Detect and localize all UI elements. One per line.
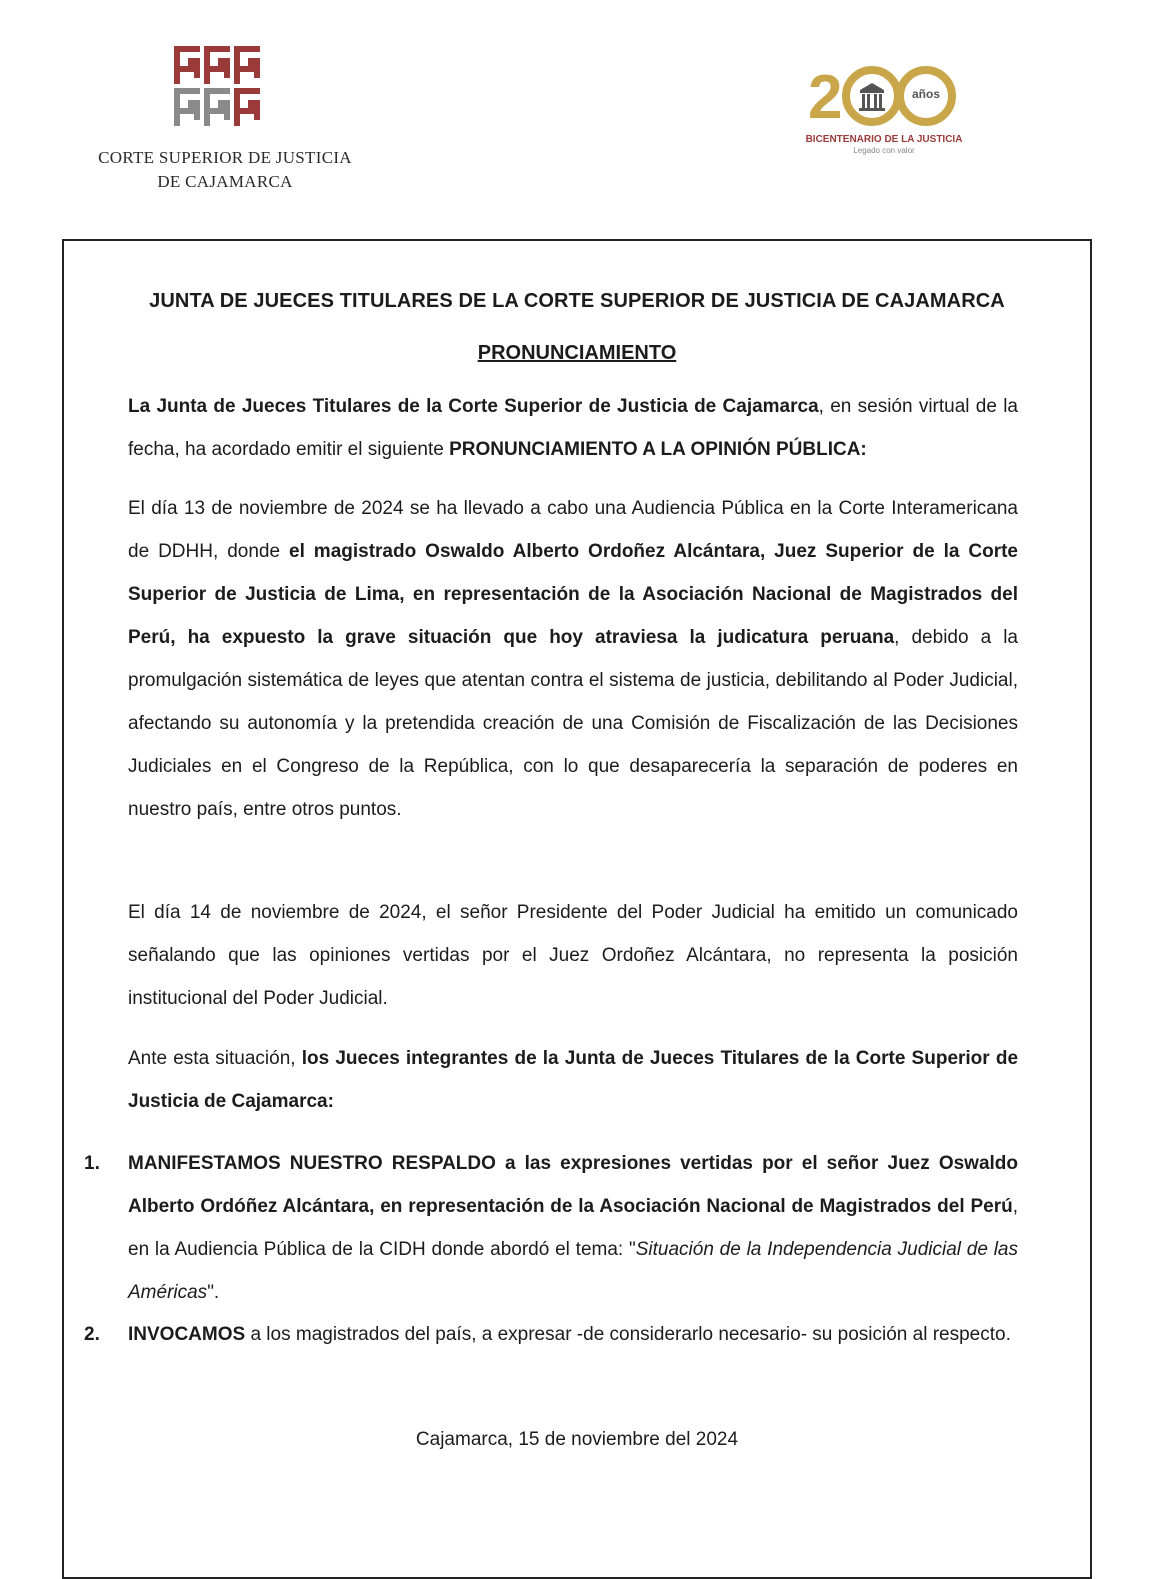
- paragraph-comunicado: El día 14 de noviembre de 2024, el señor Presidente del Poder Judicial ha emitido un comunicado señalando que las opiniones vertidas por el Juez Ordoñez Alcántara, no representa la posición institucional del Poder Judicial.: [128, 902, 1018, 1009]
- emblem-anos: años: [911, 87, 941, 101]
- item-1-bold-body: a las expresiones vertidas por el señor Juez Oswaldo Alberto Ordóñez Alcántara, en representación de la Asociación Nacional de Magistrados del Perú: [128, 1153, 1018, 1217]
- list-item-1: [128, 1142, 1018, 1314]
- item-1-italic-topic: Situación de la Independencia Judicial de las Américas: [128, 1239, 1018, 1303]
- emblem-slogan: Legado con valor: [853, 146, 915, 155]
- item-2-text: a los magistrados del país, a expresar -de considerarlo necesario- su posición al respecto.: [245, 1324, 1011, 1345]
- courthouse-icon: [859, 83, 885, 111]
- bicentenario-emblem: [804, 60, 964, 160]
- closing-place-date: Cajamarca, 15 de noviembre del 2024: [415, 1429, 739, 1450]
- court-name-line1: CORTE SUPERIOR DE JUSTICIA: [98, 148, 352, 167]
- item-1-number: 1.: [84, 1153, 100, 1174]
- document-title: JUNTA DE JUECES TITULARES DE LA CORTE SUPERIOR DE JUSTICIA DE CAJAMARCA: [149, 290, 1005, 312]
- court-logo: [172, 44, 262, 126]
- emblem-number-2: 2: [808, 63, 843, 132]
- intro-bold-subject: La Junta de Jueces Titulares de la Corte Superior de Justicia de Cajamarca: [128, 396, 819, 417]
- item-1-text-end: ".: [207, 1282, 220, 1303]
- intro-bold-heading: PRONUNCIAMIENTO A LA OPINIÓN PÚBLICA:: [449, 439, 867, 460]
- paragraph-situacion: [128, 1037, 1018, 1123]
- intro-text: , en sesión virtual de la fecha, ha acordado emitir el siguiente: [128, 396, 1018, 460]
- paragraph-situacion-bold: los Jueces integrantes de la Junta de Jueces Titulares de la Corte Superior de Justicia de Cajamarca:: [128, 1048, 1019, 1112]
- intro-paragraph: [128, 385, 1018, 471]
- emblem-tagline: BICENTENARIO DE LA JUSTICIA: [805, 134, 963, 145]
- court-name-line2: DE CAJAMARCA: [157, 172, 293, 191]
- item-1-text: , en la Audiencia Pública de la CIDH donde abordó el tema: ": [128, 1196, 1018, 1260]
- document-subtitle: PRONUNCIAMIENTO: [477, 342, 677, 364]
- emblem-zero-ring-1: [846, 70, 898, 122]
- list-item-2: [128, 1313, 1018, 1356]
- paragraph-audiencia-bold: el magistrado Oswaldo Alberto Ordoñez Alcántara, Juez Superior de la Corte Superior de Justicia de Lima, en representación de la Asociación Nacional de Magistrados del Perú, ha expuesto la grave situación que hoy atraviesa la judicatura peruana: [128, 541, 1019, 648]
- paragraph-audiencia: [128, 487, 1018, 831]
- item-2-number: 2.: [84, 1324, 100, 1345]
- item-1-bold-lead: MANIFESTAMOS NUESTRO RESPALDO: [128, 1153, 496, 1174]
- paragraph-audiencia-text2: , debido a la promulgación sistemática de leyes que atentan contra el sistema de justicia, debilitando al Poder Judicial, afectando su autonomía y la pretendida creación de una Comisión de Fiscalización de las Decisiones Judiciales en el Congreso de la República, con lo que desaparecería la separación de poderes en nuestro país, entre otros puntos.: [128, 627, 1019, 820]
- paragraph-audiencia-text1: El día 13 de noviembre de 2024 se ha llevado a cabo una Audiencia Pública en la Corte Interamericana de DDHH, donde: [128, 498, 1018, 562]
- paragraph-situacion-text: Ante esta situación,: [128, 1048, 302, 1069]
- item-2-bold-lead: INVOCAMOS: [128, 1324, 246, 1345]
- court-name: [95, 146, 355, 194]
